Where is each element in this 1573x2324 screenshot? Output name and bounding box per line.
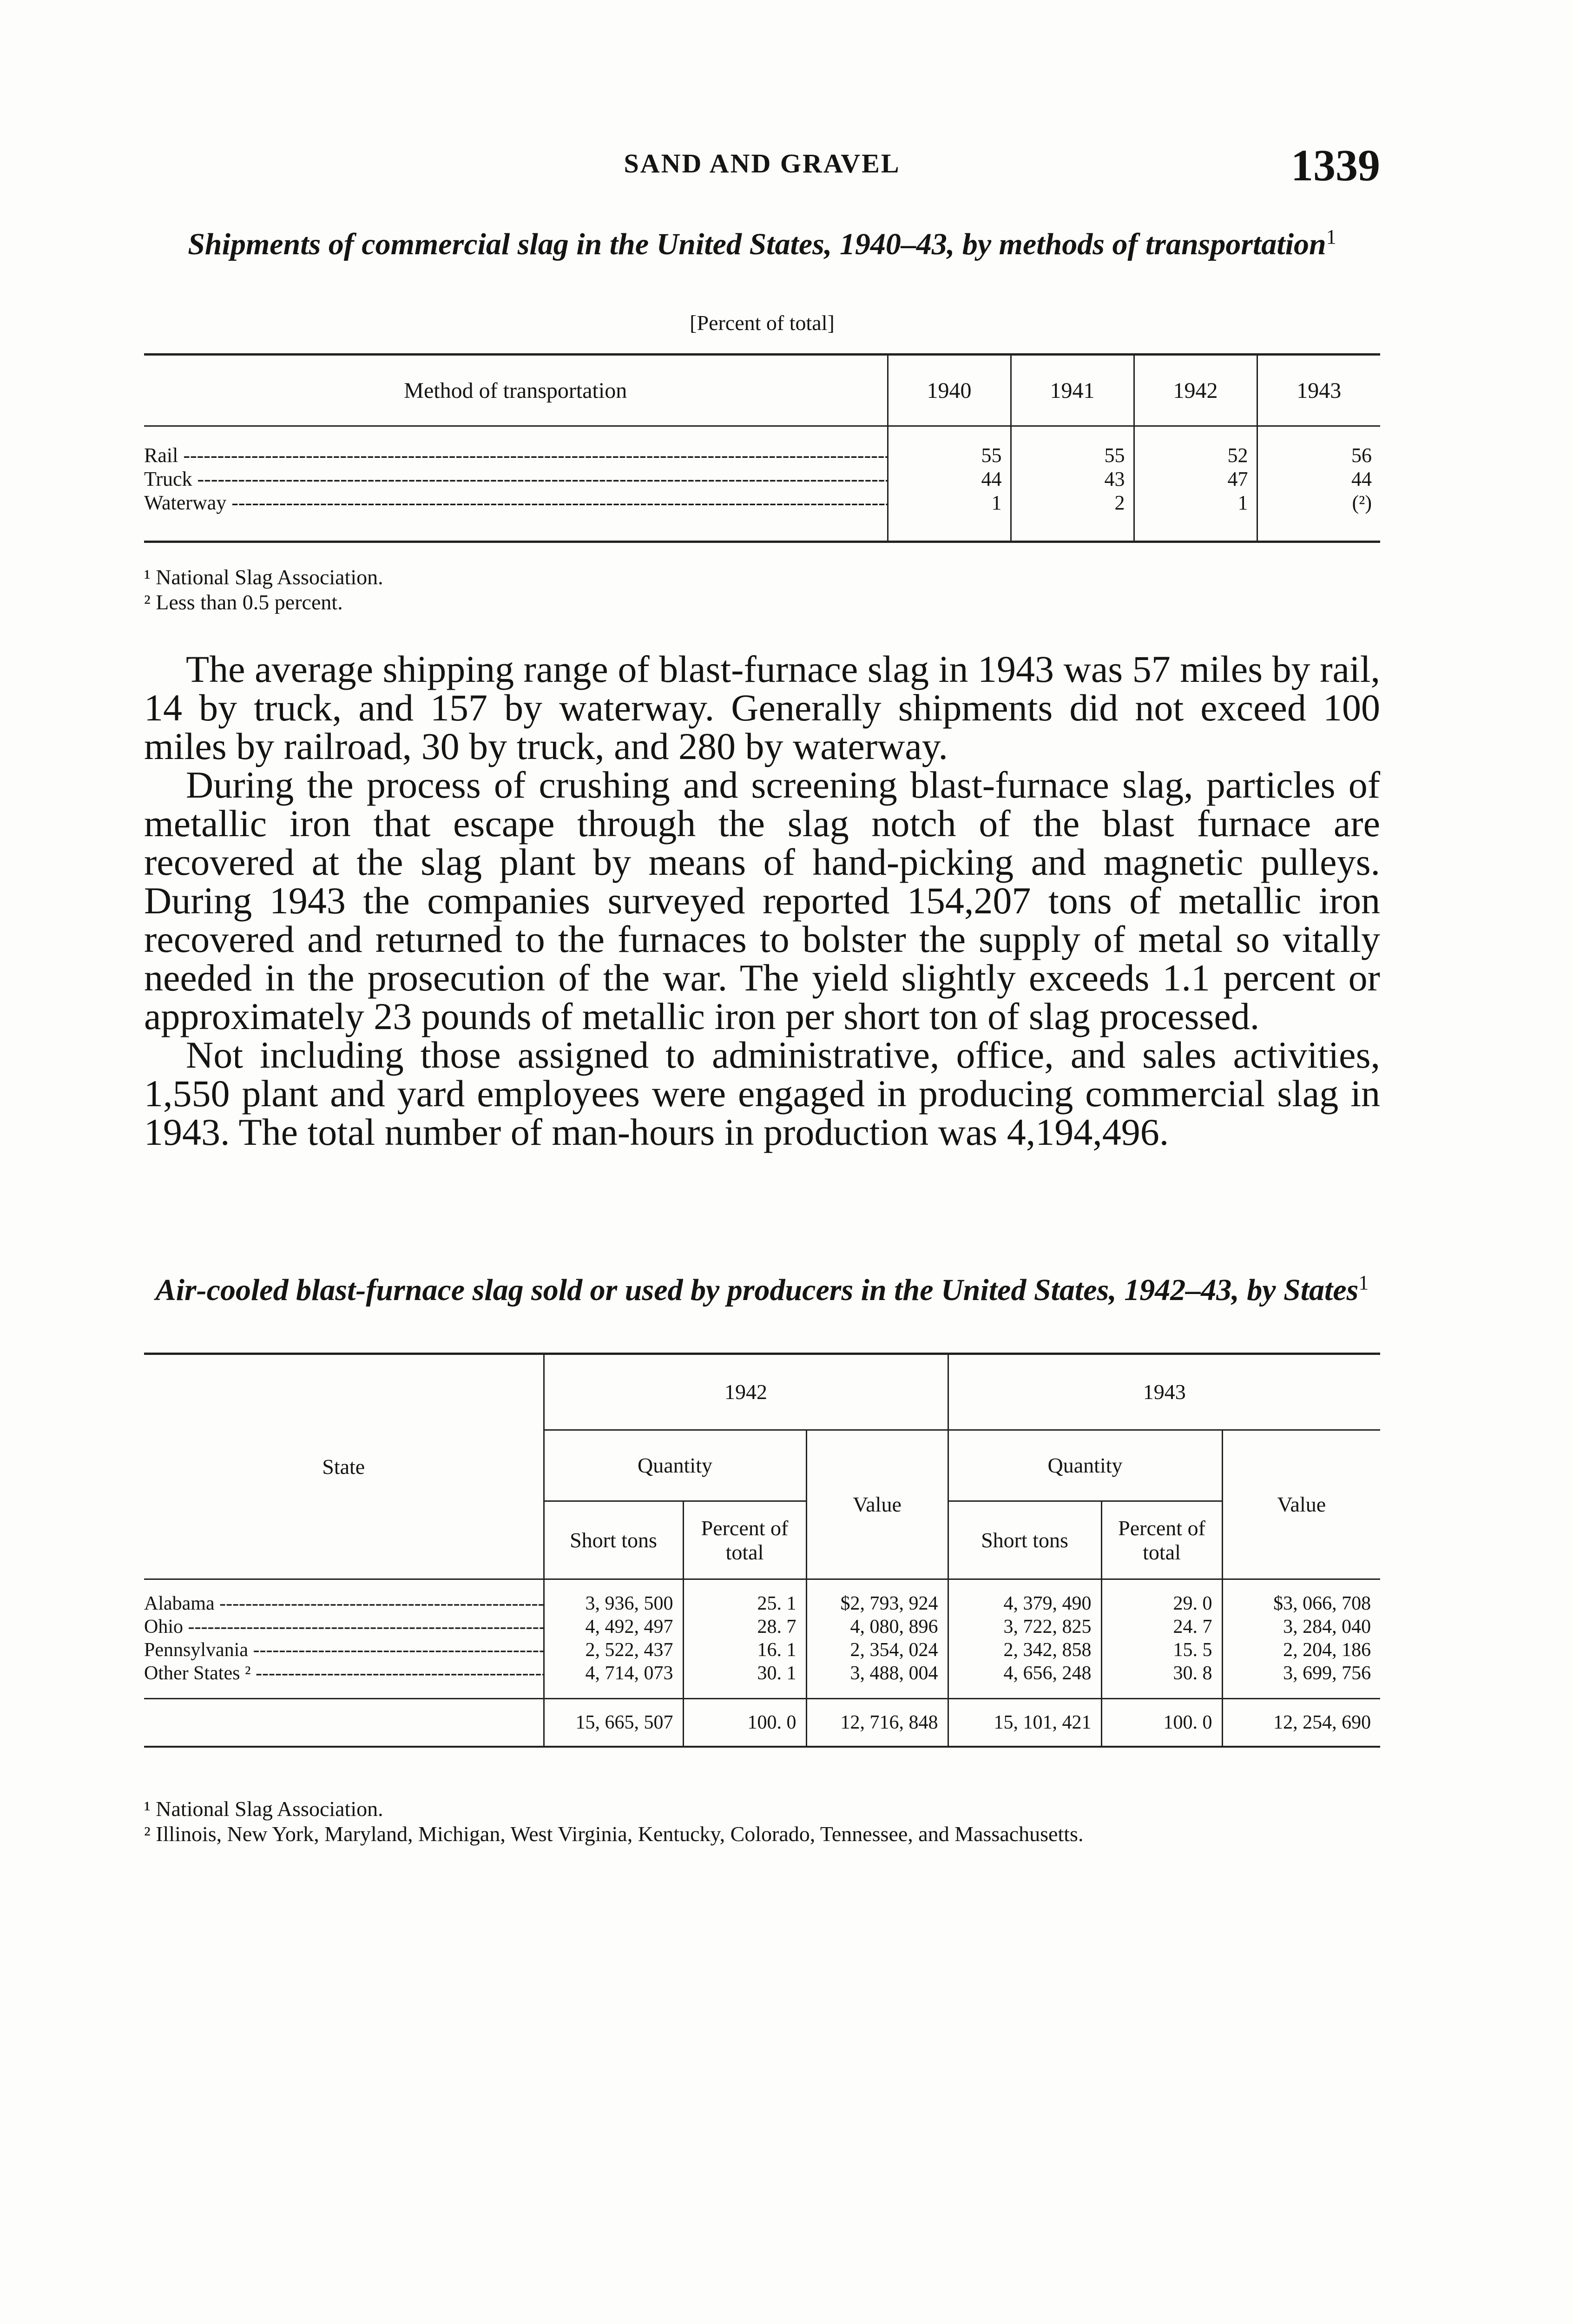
cell: 3, 722, 825 xyxy=(948,1615,1101,1638)
table2-col-short-tons-1943: Short tons xyxy=(948,1501,1101,1579)
table2-col-value-1942: Value xyxy=(806,1430,948,1579)
cell: 12, 716, 848 xyxy=(806,1699,948,1747)
cell: 43 xyxy=(1011,467,1134,491)
cell: 15, 101, 421 xyxy=(948,1699,1101,1747)
table2-col-percent-1943: Percent of total xyxy=(1101,1501,1222,1579)
running-head xyxy=(144,139,1380,195)
table-row xyxy=(144,1615,1380,1638)
cell: 4, 379, 490 xyxy=(948,1579,1101,1616)
body-text xyxy=(144,650,1380,1151)
table1-caption-text: Shipments of commercial slag in the United States, 1940–43, by methods of transportation xyxy=(188,227,1326,261)
row-label: Other States ² ----- xyxy=(144,1662,544,1699)
cell: 1 xyxy=(888,491,1011,542)
cell: 4, 714, 073 xyxy=(544,1662,683,1699)
cell: (²) xyxy=(1257,491,1380,542)
cell: 2, 342, 858 xyxy=(948,1638,1101,1662)
table1-subcaption: [Percent of total] xyxy=(690,311,835,335)
cell: 55 xyxy=(888,426,1011,468)
cell: 4, 080, 896 xyxy=(806,1615,948,1638)
table2-col-1943: 1943 xyxy=(948,1354,1380,1430)
table-row xyxy=(144,1662,1380,1699)
page-number: 1339 xyxy=(1291,140,1380,190)
row-label: Pennsylvania ----- xyxy=(144,1638,544,1662)
cell: 1 xyxy=(1134,491,1257,542)
table1-caption-note: 1 xyxy=(1326,225,1336,248)
table1-col-method: Method of transportation xyxy=(144,355,888,426)
cell: 4, 656, 248 xyxy=(948,1662,1101,1699)
cell: 100. 0 xyxy=(683,1699,806,1747)
cell: 3, 699, 756 xyxy=(1222,1662,1380,1699)
cell: 30. 8 xyxy=(1101,1662,1222,1699)
cell: 4, 492, 497 xyxy=(544,1615,683,1638)
table2-footnotes xyxy=(144,1796,1380,1847)
cell: 15. 5 xyxy=(1101,1638,1222,1662)
table-row xyxy=(144,1638,1380,1662)
cell: 3, 284, 040 xyxy=(1222,1615,1380,1638)
footnote: ² Less than 0.5 percent. xyxy=(144,590,343,614)
cell: 2, 354, 024 xyxy=(806,1638,948,1662)
table2-col-quantity-1943: Quantity xyxy=(948,1430,1222,1501)
cell: 3, 936, 500 xyxy=(544,1579,683,1616)
total-label-cell xyxy=(144,1699,544,1747)
table2-col-value-1943: Value xyxy=(1222,1430,1380,1579)
cell: 30. 1 xyxy=(683,1662,806,1699)
table-row xyxy=(144,426,1380,468)
table2-col-percent-1942: Percent of total xyxy=(683,1501,806,1579)
table2-col-short-tons-1942: Short tons xyxy=(544,1501,683,1579)
table2-caption xyxy=(144,1264,1380,1309)
cell: 3, 488, 004 xyxy=(806,1662,948,1699)
table1-caption xyxy=(144,218,1380,263)
table1-col-1940: 1940 xyxy=(888,355,1011,426)
row-label: Alabama ----- xyxy=(144,1579,544,1616)
cell: $3, 066, 708 xyxy=(1222,1579,1380,1616)
cell: 28. 7 xyxy=(683,1615,806,1638)
footnote: ² Illinois, New York, Maryland, Michigan, West Virginia, Kentucky, Colorado, Tennessee, and Massachusetts. xyxy=(144,1822,1084,1846)
cell: $2, 793, 924 xyxy=(806,1579,948,1616)
table2-slag-by-state xyxy=(144,1353,1380,1748)
cell: 52 xyxy=(1134,426,1257,468)
cell: 25. 1 xyxy=(683,1579,806,1616)
cell: 15, 665, 507 xyxy=(544,1699,683,1747)
cell: 55 xyxy=(1011,426,1134,468)
cell: 16. 1 xyxy=(683,1638,806,1662)
row-label: Ohio ----- xyxy=(144,1615,544,1638)
table1-col-1942: 1942 xyxy=(1134,355,1257,426)
cell: 2, 522, 437 xyxy=(544,1638,683,1662)
table1-header-row xyxy=(144,355,1380,426)
table1-col-1941: 1941 xyxy=(1011,355,1134,426)
table2-col-state: State xyxy=(144,1354,544,1579)
table2-col-1942: 1942 xyxy=(544,1354,948,1430)
cell: 2 xyxy=(1011,491,1134,542)
paragraph: Not including those assigned to administrative, office, and sales activities, 1,550 plant and yard employees were engaged in producing commercial slag in 1943. The total number of man-hours in production was 4,194,496. xyxy=(144,1034,1380,1153)
paragraph: During the process of crushing and screening blast-furnace slag, particles of metallic iron that escape through the slag notch of the blast furnace are recovered at the slag plant by means of hand-picking and magnetic pulleys. During 1943 the companies surveyed reported 154,207 tons of metallic iron recovered and returned to the furnaces to bolster the supply of metal so vitally needed in the prosecution of the war. The yield slightly exceeds 1.1 percent or approximately 23 pounds of metallic iron per short ton of slag processed. xyxy=(144,764,1380,1037)
row-label: Waterway ----- xyxy=(144,491,888,542)
table-row xyxy=(144,1579,1380,1616)
table2-caption-note: 1 xyxy=(1358,1271,1369,1294)
cell: 44 xyxy=(1257,467,1380,491)
cell: 12, 254, 690 xyxy=(1222,1699,1380,1747)
running-title: SAND AND GRAVEL xyxy=(624,148,901,178)
cell: 47 xyxy=(1134,467,1257,491)
cell: 29. 0 xyxy=(1101,1579,1222,1616)
table1-col-1943: 1943 xyxy=(1257,355,1380,426)
table-row xyxy=(144,467,1380,491)
cell: 100. 0 xyxy=(1101,1699,1222,1747)
table-total-row xyxy=(144,1699,1380,1747)
table2-caption-text: Air-cooled blast-furnace slag sold or used by producers in the United States, 1942–43, by States xyxy=(155,1273,1359,1307)
cell: 56 xyxy=(1257,426,1380,468)
cell: 44 xyxy=(888,467,1011,491)
cell: 24. 7 xyxy=(1101,1615,1222,1638)
footnote: ¹ National Slag Association. xyxy=(144,1797,383,1821)
row-label: Rail ----- xyxy=(144,426,888,468)
table1-footnotes xyxy=(144,565,1380,615)
table1-transportation xyxy=(144,353,1380,543)
row-label: Truck ----- xyxy=(144,467,888,491)
cell: 2, 204, 186 xyxy=(1222,1638,1380,1662)
table2-col-quantity-1942: Quantity xyxy=(544,1430,806,1501)
paragraph: The average shipping range of blast-furnace slag in 1943 was 57 miles by rail, 14 by truck, and 157 by waterway. Generally shipments did not exceed 100 miles by railroad, 30 by truck, and 280 by waterway. xyxy=(144,648,1380,767)
table-row xyxy=(144,491,1380,542)
footnote: ¹ National Slag Association. xyxy=(144,565,383,589)
